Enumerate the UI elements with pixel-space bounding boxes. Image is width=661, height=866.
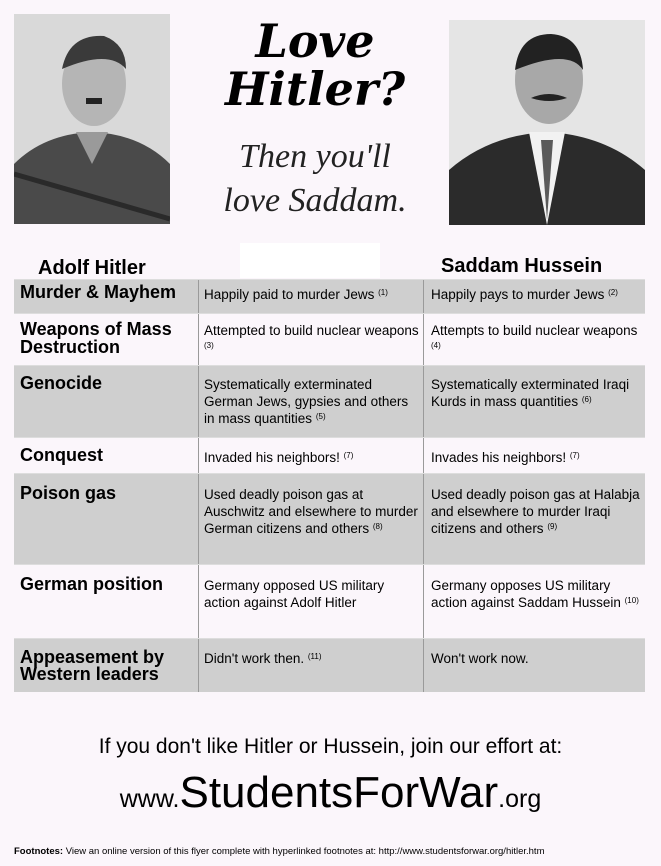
footnote-ref: (5) (315, 412, 326, 421)
footnote-ref: (1) (378, 288, 388, 297)
saddam-cell (423, 474, 645, 564)
footnote-ref: (8) (372, 522, 383, 531)
row-label: Appeasement by Western leaders (20, 647, 165, 684)
row-label: Poison gas (20, 483, 117, 503)
saddam-text: Won't work now. (431, 651, 529, 666)
hitler-cell (198, 438, 423, 473)
row-label: Genocide (20, 373, 103, 393)
table-row (14, 638, 645, 692)
hitler-text: Attempted to build nuclear weapons (204, 323, 419, 338)
comparison-table (14, 279, 645, 692)
subheadline-line-2: love Saddam. (223, 182, 407, 219)
url-name: StudentsForWar (179, 768, 499, 817)
table-row (14, 279, 645, 313)
footnote-ref: (2) (608, 288, 618, 297)
saddam-cell (423, 639, 645, 692)
footnotes-label: Footnotes: (14, 846, 64, 857)
saddam-text: Used deadly poison gas at Halabja and elsewhere to murder Iraqi citizens and others (431, 487, 640, 536)
hitler-cell (198, 474, 423, 564)
row-label: German position (20, 574, 164, 594)
hitler-text: Invaded his neighbors! (204, 450, 340, 465)
footnote-ref: (7) (343, 451, 354, 460)
footnotes-text[interactable]: View an online version of this flyer complete with hyperlinked footnotes at: http://www.studentsforwar.org/hitler.htm (65, 846, 545, 857)
footnote-ref: (10) (624, 596, 639, 605)
call-to-action: If you don't like Hitler or Hussein, join our effort at: (98, 735, 563, 758)
hitler-cell (198, 314, 423, 365)
saddam-text: Germany opposes US military action against Saddam Hussein (431, 578, 621, 610)
hitler-cell (198, 280, 423, 313)
url-suffix: .org (498, 785, 542, 813)
headline-line-1: Love (255, 14, 375, 68)
saddam-cell (423, 438, 645, 473)
table-row (14, 365, 645, 437)
table-row (14, 473, 645, 564)
footnotes (14, 846, 544, 857)
saddam-text: Systematically exterminated Iraqi Kurds in mass quantities (431, 377, 630, 409)
hitler-cell (198, 366, 423, 437)
saddam-text: Happily pays to murder Jews (431, 287, 605, 302)
saddam-text: Attempts to build nuclear weapons (431, 323, 638, 338)
table-row (14, 564, 645, 638)
headline-line-2: Hitler? (224, 62, 406, 116)
row-label: Murder & Mayhem (20, 282, 177, 302)
row-label: Weapons of Mass Destruction (20, 319, 172, 357)
hitler-text: Happily paid to murder Jews (204, 287, 375, 302)
saddam-portrait-photo (449, 20, 645, 225)
hitler-text: Systematically exterminated German Jews, gypsies and others in mass quantities (204, 377, 409, 426)
hitler-text: Used deadly poison gas at Auschwitz and elsewhere to murder German citizens and others (204, 487, 418, 536)
hitler-cell (198, 565, 423, 638)
footnote-ref: (3) (204, 341, 214, 350)
saddam-cell (423, 280, 645, 313)
column-header-hitler: Adolf Hitler (38, 257, 146, 279)
row-label: Conquest (20, 445, 103, 465)
subheadline-line-1: Then you'll (239, 138, 391, 175)
saddam-cell (423, 314, 645, 365)
website-url[interactable] (0, 768, 661, 818)
footnote-ref: (4) (431, 341, 441, 350)
footnote-ref: (11) (307, 652, 322, 661)
hitler-text: Didn't work then. (204, 651, 305, 666)
column-header-saddam: Saddam Hussein (441, 255, 603, 277)
saddam-cell (423, 565, 645, 638)
table-row (14, 313, 645, 365)
hitler-text: Germany opposed US military action against Adolf Hitler (204, 578, 385, 610)
hitler-cell (198, 639, 423, 692)
hitler-portrait-photo (14, 14, 170, 224)
blank-header-box (240, 243, 380, 278)
footnote-ref: (9) (547, 522, 558, 531)
footnote-ref: (7) (569, 451, 580, 460)
table-row (14, 437, 645, 473)
url-prefix: www. (119, 785, 180, 813)
saddam-cell (423, 366, 645, 437)
saddam-text: Invades his neighbors! (431, 450, 567, 465)
footnote-ref: (6) (581, 395, 592, 404)
